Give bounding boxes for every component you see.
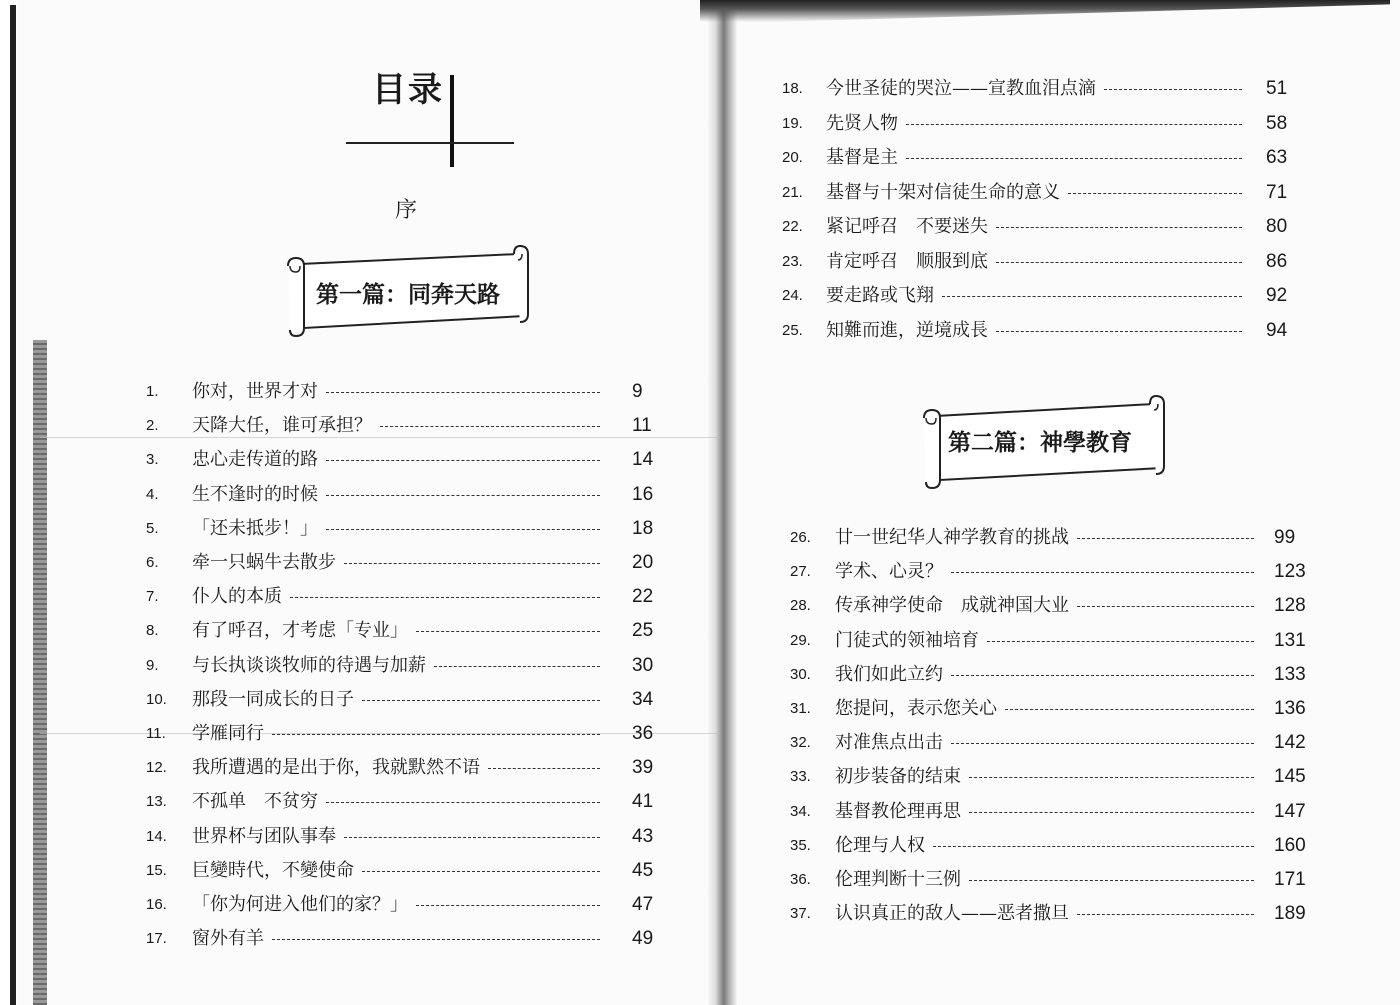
toc-entry-title: 基督教伦理再思 bbox=[835, 800, 961, 822]
toc-entry-title: 初步装备的结束 bbox=[835, 766, 961, 788]
toc-entry-title: 认识真正的敌人——恶者撒旦 bbox=[835, 903, 1069, 925]
toc-entry-leader bbox=[326, 495, 600, 496]
toc-entry-page: 94 bbox=[1266, 319, 1288, 341]
toc-entry-title: 基督与十架对信徒生命的意义 bbox=[826, 181, 1060, 203]
toc-entry-page: 136 bbox=[1274, 698, 1306, 719]
toc-entry-title: 有了呼召，才考虑「专业」 bbox=[192, 620, 408, 642]
toc-entry-leader bbox=[290, 597, 600, 598]
toc-entry-number: 35. bbox=[790, 836, 811, 854]
binding-shadow bbox=[700, 0, 1390, 22]
toc-entry-leader bbox=[1077, 914, 1254, 915]
toc-entry-number: 5. bbox=[146, 519, 159, 537]
toc-entry-leader bbox=[906, 158, 1242, 159]
toc-entry-page: 171 bbox=[1274, 869, 1306, 890]
toc-entry-title: 廿一世纪华人神学教育的挑战 bbox=[835, 527, 1069, 548]
toc-entry-page: 80 bbox=[1266, 216, 1288, 237]
toc-entry-leader bbox=[942, 296, 1242, 297]
toc-entry-number: 10. bbox=[146, 690, 167, 708]
toc-entry-title: 巨變時代，不變使命 bbox=[192, 859, 354, 881]
toc-entry bbox=[0, 141, 1288, 171]
toc-entry-leader bbox=[362, 871, 600, 872]
toc-entry-page: 123 bbox=[1274, 561, 1306, 583]
toc-entry bbox=[0, 210, 1288, 240]
toc-entry-leader bbox=[1005, 709, 1254, 710]
toc-entry-title: 不孤单 不贫穷 bbox=[192, 791, 318, 813]
toc-entry-title: 传承神学使命 成就神国大业 bbox=[835, 595, 1069, 617]
toc-entry-page: 86 bbox=[1266, 250, 1288, 272]
toc-entry-leader bbox=[344, 837, 600, 838]
book-gutter bbox=[706, 0, 738, 1005]
toc-entry bbox=[0, 478, 654, 508]
toc-entry-title: 伦理与人权 bbox=[835, 834, 925, 856]
toc-entry-leader bbox=[326, 802, 600, 803]
toc-entry-title: 我们如此立约 bbox=[835, 663, 943, 685]
toc-entry-title: 「你为何进入他们的家？」 bbox=[192, 894, 408, 915]
toc-entry-number: 8. bbox=[146, 622, 159, 640]
toc-entry-leader bbox=[996, 262, 1242, 263]
toc-entry-title: 对准焦点出击 bbox=[835, 732, 943, 754]
toc-entry-title: 世界杯与团队事奉 bbox=[192, 825, 336, 847]
toc-entry-page: 41 bbox=[632, 791, 654, 813]
toc-entry-leader bbox=[326, 460, 600, 461]
toc-entry-leader bbox=[996, 227, 1242, 228]
toc-entry-title: 要走路或飞翔 bbox=[826, 285, 934, 306]
toc-entry-leader bbox=[326, 529, 600, 530]
toc-entry-title: 天降大任，谁可承担？ bbox=[192, 415, 372, 437]
toc-entry-title: 知難而進，逆境成長 bbox=[826, 319, 988, 341]
toc-entry-number: 33. bbox=[790, 768, 811, 786]
toc-entry-title: 忠心走传道的路 bbox=[192, 449, 318, 471]
toc-entry-number: 9. bbox=[146, 656, 159, 674]
toc-entry-title: 牵一只蜗牛去散步 bbox=[192, 552, 336, 573]
toc-entry-number: 3. bbox=[146, 451, 159, 469]
toc-entry-leader bbox=[969, 777, 1254, 778]
toc-entry-number: 13. bbox=[146, 793, 167, 811]
title-decoration-vertical bbox=[450, 75, 454, 167]
toc-entry-title: 与长执谈谈牧师的待遇与加薪 bbox=[192, 654, 426, 676]
preface-heading: 序 bbox=[395, 198, 418, 223]
toc-entry-page: 43 bbox=[632, 825, 654, 847]
toc-entry-page: 49 bbox=[632, 928, 654, 950]
toc-entry-page: 45 bbox=[632, 859, 654, 881]
toc-entry-leader bbox=[906, 124, 1242, 125]
toc-entry-title: 仆人的本质 bbox=[192, 586, 282, 608]
toc-entry-leader bbox=[987, 641, 1254, 642]
section-scroll-banner bbox=[282, 244, 532, 338]
toc-entry-page: 14 bbox=[632, 449, 654, 471]
toc-entry-page: 142 bbox=[1274, 732, 1306, 754]
toc-entry-leader bbox=[951, 675, 1254, 676]
toc-entry-number: 25. bbox=[782, 321, 803, 339]
toc-entry-title: 门徒式的领袖培育 bbox=[835, 629, 979, 651]
toc-entry-leader bbox=[362, 700, 600, 701]
toc-entry-title: 生不逢时的时候 bbox=[192, 483, 318, 505]
toc-entry-title: 伦理判断十三例 bbox=[835, 869, 961, 890]
toc-entry-title: 今世圣徒的哭泣——宣教血泪点滴 bbox=[826, 78, 1096, 99]
toc-entry-number: 26. bbox=[790, 529, 811, 546]
toc-entry-title: 「还未抵步！」 bbox=[192, 517, 318, 539]
toc-entry-title: 紧记呼召 不要迷失 bbox=[826, 216, 988, 237]
page-edge-shadow bbox=[10, 5, 16, 1005]
toc-entry-page: 22 bbox=[632, 586, 654, 608]
toc-entry-leader bbox=[951, 743, 1254, 744]
toc-entry-title: 肯定呼召 顺服到底 bbox=[826, 250, 988, 272]
toc-entry-page: 147 bbox=[1274, 800, 1306, 822]
toc-entry bbox=[0, 107, 1288, 137]
toc-entry-number: 19. bbox=[782, 114, 803, 132]
toc-entry-number: 20. bbox=[782, 149, 803, 166]
toc-entry-leader bbox=[969, 880, 1254, 881]
toc-entry-number: 6. bbox=[146, 554, 159, 571]
toc-entry-page: 34 bbox=[632, 688, 654, 710]
toc-entry-page: 47 bbox=[632, 894, 654, 915]
toc-entry-leader bbox=[272, 939, 600, 940]
toc-entry-leader bbox=[380, 426, 600, 427]
toc-entry-page: 99 bbox=[1274, 527, 1296, 548]
toc-entry-page: 131 bbox=[1274, 629, 1306, 651]
toc-entry-leader bbox=[1077, 606, 1254, 607]
toc-entry-leader bbox=[1068, 193, 1242, 194]
toc-entry-number: 14. bbox=[146, 827, 167, 845]
toc-entry-title: 您提问，表示您关心 bbox=[835, 698, 997, 719]
toc-entry bbox=[0, 314, 1288, 344]
section-title: 第一篇：同奔天路 bbox=[316, 282, 500, 308]
toc-entry-number: 37. bbox=[790, 905, 811, 923]
toc-entry-leader bbox=[996, 331, 1242, 332]
toc-entry-leader bbox=[1077, 538, 1254, 539]
toc-entry-number: 18. bbox=[782, 80, 803, 97]
toc-entry-number: 32. bbox=[790, 734, 811, 752]
toc-entry-title: 学术、心灵？ bbox=[835, 561, 943, 583]
toc-entry-title: 先贤人物 bbox=[826, 112, 898, 134]
toc-entry-leader bbox=[434, 666, 600, 667]
toc-entry-leader bbox=[1104, 89, 1242, 90]
toc-entry-page: 18 bbox=[632, 517, 654, 539]
page-title: 目录 bbox=[372, 70, 444, 110]
toc-entry-page: 128 bbox=[1274, 595, 1306, 617]
toc-entry-number: 31. bbox=[790, 700, 811, 717]
toc-entry-number: 28. bbox=[790, 597, 811, 615]
toc-entry-page: 160 bbox=[1274, 834, 1306, 856]
toc-entry-page: 30 bbox=[632, 654, 654, 676]
toc-entry bbox=[0, 176, 1288, 206]
toc-entry bbox=[0, 443, 654, 473]
toc-entry-number: 30. bbox=[790, 665, 811, 683]
toc-entry-page: 51 bbox=[1266, 78, 1288, 99]
toc-entry-page: 16 bbox=[632, 483, 654, 505]
toc-entry-title: 窗外有羊 bbox=[192, 928, 264, 950]
toc-entry-title: 你对，世界才对 bbox=[192, 381, 318, 402]
scan-artifact bbox=[33, 340, 47, 1005]
toc-entry-number: 22. bbox=[782, 218, 803, 235]
toc-entry-number: 1. bbox=[146, 383, 159, 400]
toc-entry-page: 20 bbox=[632, 552, 654, 573]
toc-entry-number: 11. bbox=[146, 725, 166, 742]
toc-entry-page: 25 bbox=[632, 620, 654, 642]
toc-entry-leader bbox=[933, 846, 1254, 847]
toc-entry-page: 189 bbox=[1274, 903, 1306, 925]
toc-entry-page: 71 bbox=[1266, 181, 1288, 203]
toc-entry bbox=[0, 245, 1288, 275]
toc-entry-page: 36 bbox=[632, 723, 654, 744]
section-title: 第二篇：神學教育 bbox=[948, 430, 1132, 456]
toc-entry-number: 2. bbox=[146, 417, 159, 435]
toc-entry-leader bbox=[416, 905, 600, 906]
toc-entry-number: 4. bbox=[146, 485, 159, 503]
toc-entry-title: 我所遭遇的是出于你，我就默然不语 bbox=[192, 757, 480, 779]
toc-entry-page: 92 bbox=[1266, 285, 1288, 306]
toc-entry-page: 133 bbox=[1274, 663, 1306, 685]
toc-entry-number: 23. bbox=[782, 252, 803, 270]
toc-entry-page: 11 bbox=[632, 415, 652, 437]
toc-entry-number: 15. bbox=[146, 861, 167, 879]
toc-entry-number: 21. bbox=[782, 183, 803, 201]
toc-entry-number: 7. bbox=[146, 588, 159, 606]
toc-entry-page: 63 bbox=[1266, 147, 1288, 168]
toc-entry bbox=[0, 409, 652, 439]
toc-entry-page: 9 bbox=[632, 381, 643, 402]
toc-entry-leader bbox=[416, 631, 600, 632]
toc-entry-title: 那段一同成长的日子 bbox=[192, 688, 354, 710]
section-scroll-banner bbox=[918, 392, 1170, 490]
scan-line bbox=[40, 437, 720, 438]
toc-entry-number: 12. bbox=[146, 759, 167, 777]
toc-entry-number: 17. bbox=[146, 930, 167, 948]
toc-entry-page: 39 bbox=[632, 757, 654, 779]
toc-entry-number: 27. bbox=[790, 563, 811, 581]
toc-entry-number: 34. bbox=[790, 802, 811, 820]
toc-entry-page: 145 bbox=[1274, 766, 1306, 788]
toc-entry-page: 58 bbox=[1266, 112, 1288, 134]
toc-entry-leader bbox=[488, 768, 600, 769]
toc-entry-leader bbox=[951, 572, 1254, 573]
toc-entry bbox=[0, 375, 643, 405]
title-decoration-horizontal bbox=[346, 142, 514, 144]
toc-entry-leader bbox=[326, 392, 600, 393]
toc-entry-number: 24. bbox=[782, 287, 803, 304]
toc-entry-number: 29. bbox=[790, 631, 811, 649]
toc-entry-leader bbox=[344, 563, 600, 564]
toc-entry-number: 16. bbox=[146, 896, 167, 913]
toc-entry-leader bbox=[272, 734, 600, 735]
toc-entry-title: 基督是主 bbox=[826, 147, 898, 168]
toc-entry-leader bbox=[969, 812, 1254, 813]
toc-entry-number: 36. bbox=[790, 871, 811, 888]
toc-entry-title: 学雁同行 bbox=[192, 723, 264, 744]
